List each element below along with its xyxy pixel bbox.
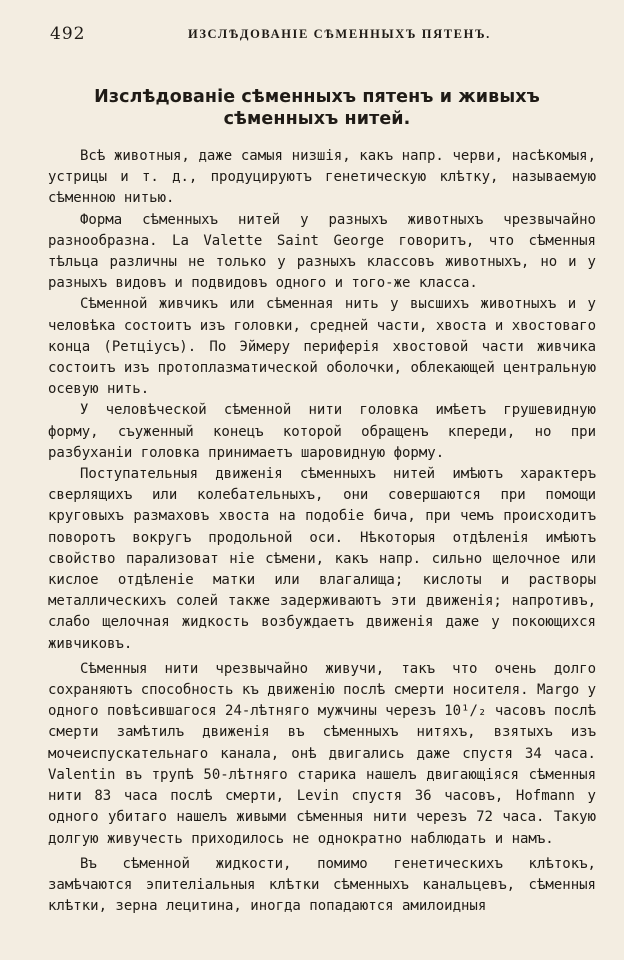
body-text	[48, 146, 596, 917]
paragraph: Въ сѣменной жидкости, помимо генетическихъ клѣтокъ, замѣчаются эпителіальныя клѣтки сѣменныхъ канальцевъ, сѣменныя клѣтки, зерна лецитина, иногда попадаются амилоидныя	[48, 855, 596, 915]
page-number: 492	[50, 24, 86, 44]
paragraph: Сѣменной живчикъ или сѣменная нить у высшихъ животныхъ и у человѣка состоитъ изъ головки, средней части, хвоста и хвостоваго конца (Ретціусъ). По Эймеру периферія хвостовой части живчика состоитъ изъ протоплазматической оболочки, облекающей центральную осевую нить.	[48, 296, 596, 398]
paragraph: Форма сѣменныхъ нитей у разныхъ животныхъ чрезвычайно разнообразна. La Valette Saint George говоритъ, что сѣменныя тѣльца различны не только у разныхъ классовъ животныхъ, но и у разныхъ видовъ и подвидовъ одного и того-же класса.	[48, 211, 596, 292]
paragraph: У человѣческой сѣменной нити головка имѣетъ грушевидную форму, съуженный конецъ которой обращенъ кпереди, но при разбуханіи головка принимаетъ шаровидную форму.	[48, 402, 596, 461]
paragraph: Сѣменныя нити чрезвычайно живучи, такъ что очень долго сохраняютъ способность къ движенію послѣ смерти носителя. Margo у одного повѣсившагося 24-лѣтняго мужчины черезъ 10¹/₂ часовъ послѣ смерти замѣтилъ движенія въ сѣменныхъ нитяхъ, взятыхъ изъ мочеиспускательнаго канала, онѣ двигались даже спустя 34 часа. Valentin въ трупѣ 50-лѣтняго старика нашелъ двигающіяся сѣменныя нити 83 часа послѣ смерти, Levin спустя 36 часовъ, Hofmann у одного убитаго нашелъ живыми сѣменныя нити черезъ 72 часа. Такую долгую живучесть приходилось не однократно наблюдать и намъ.	[48, 660, 596, 847]
section-title: Изслѣдованіе сѣменныхъ пятенъ и живыхъ сѣменныхъ нитей.	[94, 87, 540, 129]
running-head	[50, 24, 582, 46]
running-title: ИЗСЛѢДОВАНІЕ СѢМЕННЫХЪ ПЯТЕНЪ.	[188, 27, 491, 41]
paragraph: Всѣ животныя, даже самыя низшія, какъ напр. черви, насѣкомыя, устрицы и т. д., продуцируютъ генетическую клѣтку, называемую сѣменною нитью.	[48, 148, 596, 207]
paragraph: Поступательныя движенія сѣменныхъ нитей имѣютъ характеръ сверлящихъ или колебательныхъ, они совершаются при помощи круговыхъ размаховъ хвоста на подобіе бича, при чемъ происходитъ поворотъ вокругъ продольной оси. Нѣкоторыя отдѣленія имѣютъ свойство парализоват ніе сѣмени, какъ напр. сильно щелочное или кислое отдѣленіе матки или влагалища; кислоты и растворы металлическихъ солей также задерживаютъ эти движенія; напротивъ, слабо щелочная жидкость возбуждаетъ движенія даже у покоющихся живчиковъ.	[48, 466, 596, 652]
